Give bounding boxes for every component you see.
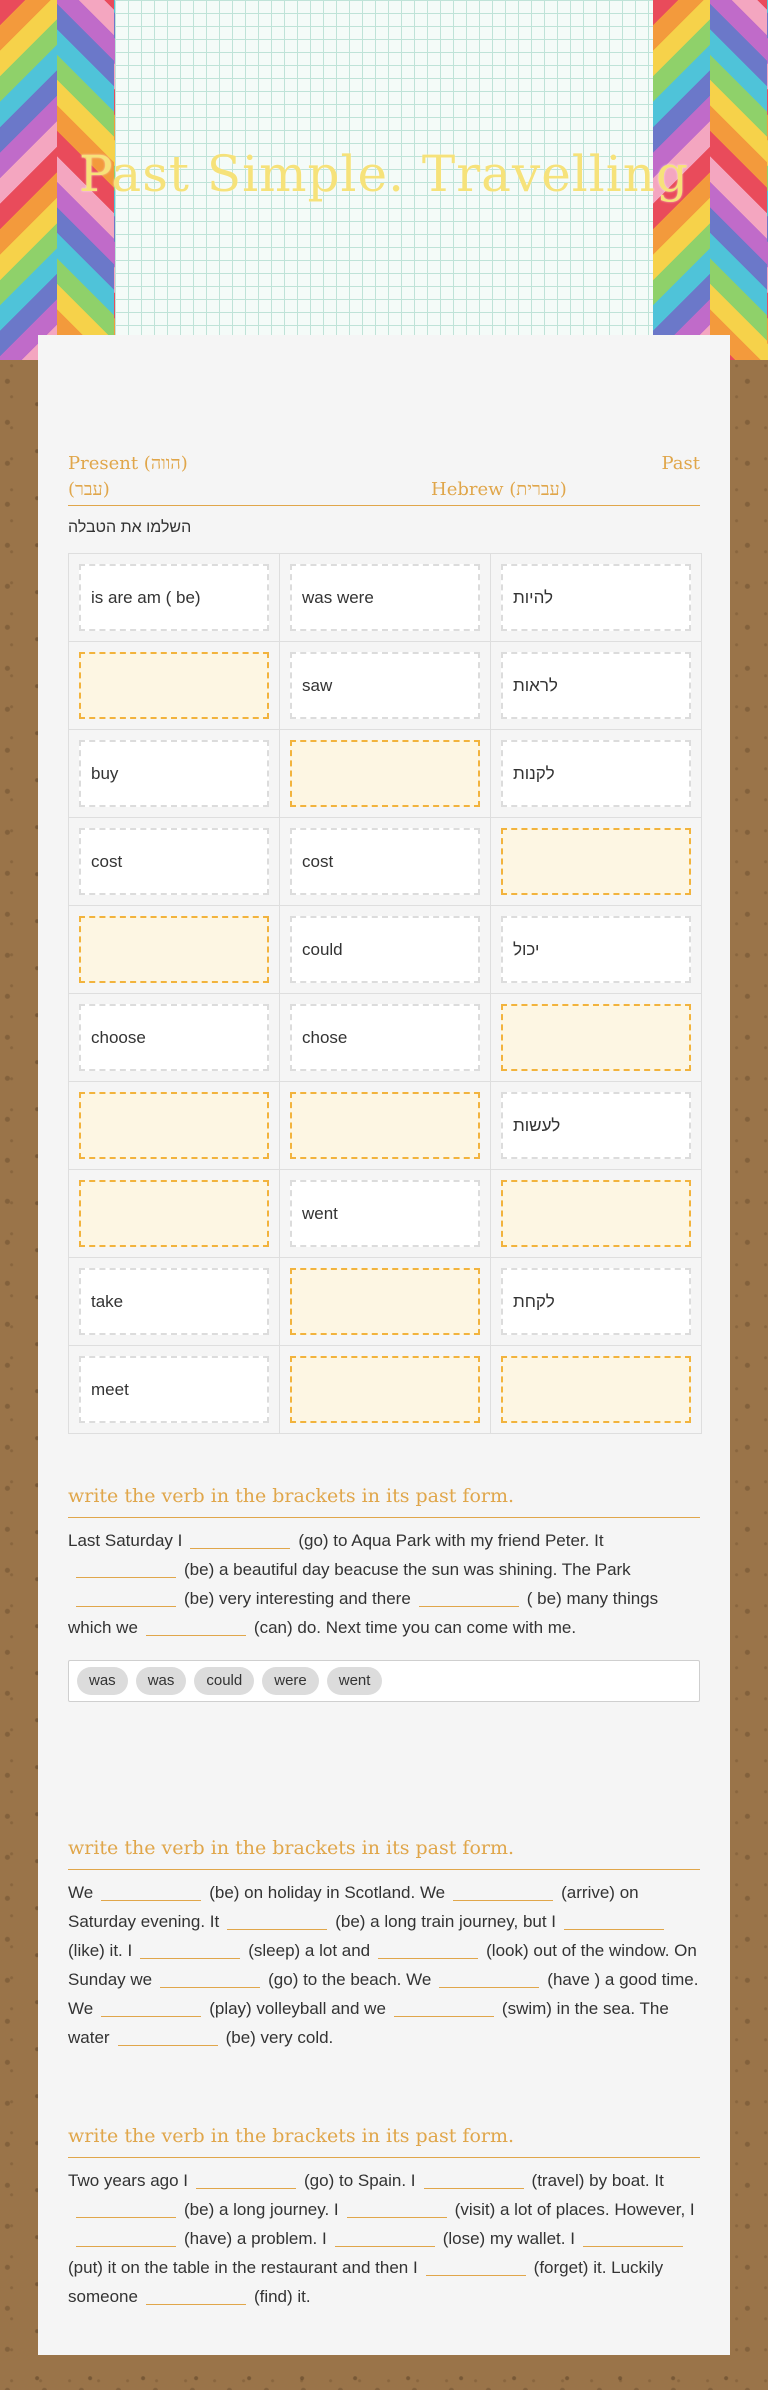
verb-card: was were bbox=[290, 564, 480, 631]
verb-card: יכול bbox=[501, 916, 691, 983]
table-cell bbox=[69, 554, 280, 641]
verb-card: chose bbox=[290, 1004, 480, 1071]
exercise-text-segment: Two years ago I bbox=[68, 2171, 189, 2190]
table-cell bbox=[69, 1346, 280, 1433]
table-row bbox=[69, 818, 701, 906]
exercise-3-text bbox=[68, 2166, 700, 2311]
table-row bbox=[69, 642, 701, 730]
answer-blank[interactable] bbox=[101, 1882, 201, 1901]
answer-blank[interactable] bbox=[76, 2228, 176, 2247]
verb-table bbox=[68, 553, 702, 1434]
exercise-text-segment: We bbox=[68, 1883, 94, 1902]
exercise-text-segment: (go) to the beach. We bbox=[268, 1970, 432, 1989]
exercise-text-segment: (lose) my wallet. I bbox=[442, 2229, 575, 2248]
drop-zone[interactable] bbox=[501, 1356, 691, 1423]
table-cell bbox=[280, 730, 491, 817]
answer-blank[interactable] bbox=[118, 2027, 218, 2046]
exercise-text-segment: (be) very interesting and there bbox=[184, 1589, 411, 1608]
drop-zone[interactable] bbox=[79, 916, 269, 983]
exercise-text-segment: (go) to Aqua Park with my friend Peter. It bbox=[298, 1531, 604, 1550]
table-row bbox=[69, 906, 701, 994]
exercise-1 bbox=[68, 1485, 700, 1702]
table-cell bbox=[491, 1258, 701, 1345]
drop-zone[interactable] bbox=[501, 1180, 691, 1247]
verb-card: saw bbox=[290, 652, 480, 719]
table-cell bbox=[69, 1170, 280, 1257]
exercise-1-heading: write the verb in the brackets in its past form. bbox=[68, 1485, 700, 1518]
table-cell bbox=[69, 730, 280, 817]
table-cell bbox=[491, 642, 701, 729]
drop-zone[interactable] bbox=[290, 1268, 480, 1335]
word-chip[interactable]: were bbox=[262, 1667, 319, 1695]
exercise-1-text bbox=[68, 1526, 700, 1642]
exercise-2 bbox=[68, 1837, 700, 2052]
header-banner bbox=[0, 0, 768, 360]
exercise-text-segment: (be) very cold. bbox=[225, 2028, 334, 2047]
table-cell bbox=[280, 554, 491, 641]
table-cell bbox=[69, 994, 280, 1081]
table-row bbox=[69, 730, 701, 818]
exercise-text-segment: (have) a problem. I bbox=[184, 2229, 327, 2248]
answer-blank[interactable] bbox=[583, 2228, 683, 2247]
table-row bbox=[69, 1346, 701, 1433]
exercise-3 bbox=[68, 2125, 700, 2311]
table-row bbox=[69, 1258, 701, 1346]
answer-blank[interactable] bbox=[101, 1998, 201, 2017]
drop-zone[interactable] bbox=[290, 1092, 480, 1159]
header-past: Past bbox=[661, 453, 700, 474]
answer-blank[interactable] bbox=[439, 1969, 539, 1988]
word-chip[interactable]: was bbox=[77, 1667, 128, 1695]
drop-zone[interactable] bbox=[290, 740, 480, 807]
drop-zone[interactable] bbox=[501, 828, 691, 895]
exercise-text-segment: (have ) a good time. We bbox=[68, 1970, 699, 2018]
verb-card: is are am ( be) bbox=[79, 564, 269, 631]
drop-zone[interactable] bbox=[501, 1004, 691, 1071]
table-cell bbox=[69, 906, 280, 993]
exercise-text-segment: (play) volleyball and we bbox=[209, 1999, 386, 2018]
table-cell bbox=[69, 642, 280, 729]
exercise-text-segment: (travel) by boat. It bbox=[531, 2171, 664, 2190]
answer-blank[interactable] bbox=[190, 1530, 290, 1549]
exercise-2-text bbox=[68, 1878, 700, 2052]
verb-card: cost bbox=[79, 828, 269, 895]
drop-zone[interactable] bbox=[79, 1180, 269, 1247]
verb-card: meet bbox=[79, 1356, 269, 1423]
exercise-text-segment: (be) a beautiful day beacuse the sun was shining. The Park bbox=[184, 1560, 631, 1579]
table-row bbox=[69, 1170, 701, 1258]
exercise-text-segment: (visit) a lot of places. However, I bbox=[454, 2200, 695, 2219]
table-cell bbox=[280, 818, 491, 905]
header-past-heb: (עבר) bbox=[68, 479, 110, 500]
table-row bbox=[69, 994, 701, 1082]
answer-blank[interactable] bbox=[347, 2199, 447, 2218]
answer-blank[interactable] bbox=[426, 2257, 526, 2276]
answer-blank[interactable] bbox=[378, 1940, 478, 1959]
answer-blank[interactable] bbox=[140, 1940, 240, 1959]
header-hebrew: Hebrew (עברית) bbox=[431, 479, 567, 500]
exercise-text-segment: (be) a long train journey, but I bbox=[335, 1912, 557, 1931]
exercise-text-segment: (find) it. bbox=[253, 2287, 311, 2306]
answer-blank[interactable] bbox=[76, 1588, 176, 1607]
table-cell bbox=[280, 994, 491, 1081]
verb-card: take bbox=[79, 1268, 269, 1335]
table-cell bbox=[491, 818, 701, 905]
table-cell bbox=[280, 1082, 491, 1169]
drop-zone[interactable] bbox=[290, 1356, 480, 1423]
exercise-text-segment: (be) a long journey. I bbox=[184, 2200, 339, 2219]
answer-blank[interactable] bbox=[564, 1911, 664, 1930]
table-cell bbox=[491, 1082, 701, 1169]
answer-blank[interactable] bbox=[196, 2170, 296, 2189]
exercise-text-segment: (be) on holiday in Scotland. We bbox=[209, 1883, 446, 1902]
answer-blank[interactable] bbox=[76, 1559, 176, 1578]
worksheet-card bbox=[38, 335, 730, 2355]
answer-blank[interactable] bbox=[76, 2199, 176, 2218]
exercise-text-segment: (look) out of the window. On Sunday we bbox=[68, 1941, 697, 1989]
verb-card: להיות bbox=[501, 564, 691, 631]
answer-blank[interactable] bbox=[394, 1998, 494, 2017]
word-bank bbox=[68, 1660, 700, 1702]
exercise-2-heading: write the verb in the brackets in its past form. bbox=[68, 1837, 700, 1870]
table-cell bbox=[280, 1170, 491, 1257]
header-present: Present (הווה) bbox=[68, 453, 188, 474]
word-chip[interactable]: could bbox=[194, 1667, 254, 1695]
word-chip[interactable]: was bbox=[136, 1667, 187, 1695]
table-cell bbox=[280, 906, 491, 993]
table-cell bbox=[491, 1346, 701, 1433]
answer-blank[interactable] bbox=[146, 1617, 246, 1636]
exercise-text-segment: (can) do. Next time you can come with me. bbox=[253, 1618, 577, 1637]
verb-card: לקחת bbox=[501, 1268, 691, 1335]
drop-zone[interactable] bbox=[79, 652, 269, 719]
answer-blank[interactable] bbox=[227, 1911, 327, 1930]
table-cell bbox=[280, 642, 491, 729]
answer-blank[interactable] bbox=[424, 2170, 524, 2189]
table-cell bbox=[491, 994, 701, 1081]
verb-card: לעשות bbox=[501, 1092, 691, 1159]
table-cell bbox=[280, 1346, 491, 1433]
table-cell bbox=[491, 554, 701, 641]
verb-card: choose bbox=[79, 1004, 269, 1071]
verb-card: לראות bbox=[501, 652, 691, 719]
table-cell bbox=[491, 1170, 701, 1257]
verb-card: buy bbox=[79, 740, 269, 807]
table-cell bbox=[280, 1258, 491, 1345]
verb-card: went bbox=[290, 1180, 480, 1247]
verb-card: לקנות bbox=[501, 740, 691, 807]
exercise-text-segment: (put) it on the table in the restaurant and then I bbox=[68, 2258, 418, 2277]
table-cell bbox=[491, 730, 701, 817]
answer-blank[interactable] bbox=[419, 1588, 519, 1607]
table-row bbox=[69, 554, 701, 642]
answer-blank[interactable] bbox=[453, 1882, 553, 1901]
word-chip[interactable]: went bbox=[327, 1667, 383, 1695]
exercise-text-segment: ( be) many things which we bbox=[68, 1589, 659, 1637]
exercise-text-segment: (forget) it. Luckily someone bbox=[68, 2258, 664, 2306]
table-cell bbox=[69, 1258, 280, 1345]
verb-card: could bbox=[290, 916, 480, 983]
exercise-text-segment: Last Saturday I bbox=[68, 1531, 183, 1550]
drop-zone[interactable] bbox=[79, 1092, 269, 1159]
table-cell bbox=[491, 906, 701, 993]
answer-blank[interactable] bbox=[335, 2228, 435, 2247]
table-cell bbox=[69, 818, 280, 905]
exercise-text-segment: (go) to Spain. I bbox=[304, 2171, 416, 2190]
answer-blank[interactable] bbox=[146, 2286, 246, 2305]
exercise-text-segment: (swim) in the sea. The water bbox=[68, 1999, 669, 2047]
exercise-text-segment: (sleep) a lot and bbox=[248, 1941, 371, 1960]
table-cell bbox=[69, 1082, 280, 1169]
table-header bbox=[68, 445, 700, 506]
exercise-text-segment: (arrive) on Saturday evening. It bbox=[68, 1883, 639, 1931]
exercise-text-segment: (like) it. I bbox=[68, 1941, 133, 1960]
answer-blank[interactable] bbox=[160, 1969, 260, 1988]
table-row bbox=[69, 1082, 701, 1170]
page-title: Past Simple. Travelling bbox=[79, 145, 689, 203]
table-instruction: השלמו את הטבלה bbox=[68, 519, 192, 536]
exercise-3-heading: write the verb in the brackets in its past form. bbox=[68, 2125, 700, 2158]
verb-card: cost bbox=[290, 828, 480, 895]
